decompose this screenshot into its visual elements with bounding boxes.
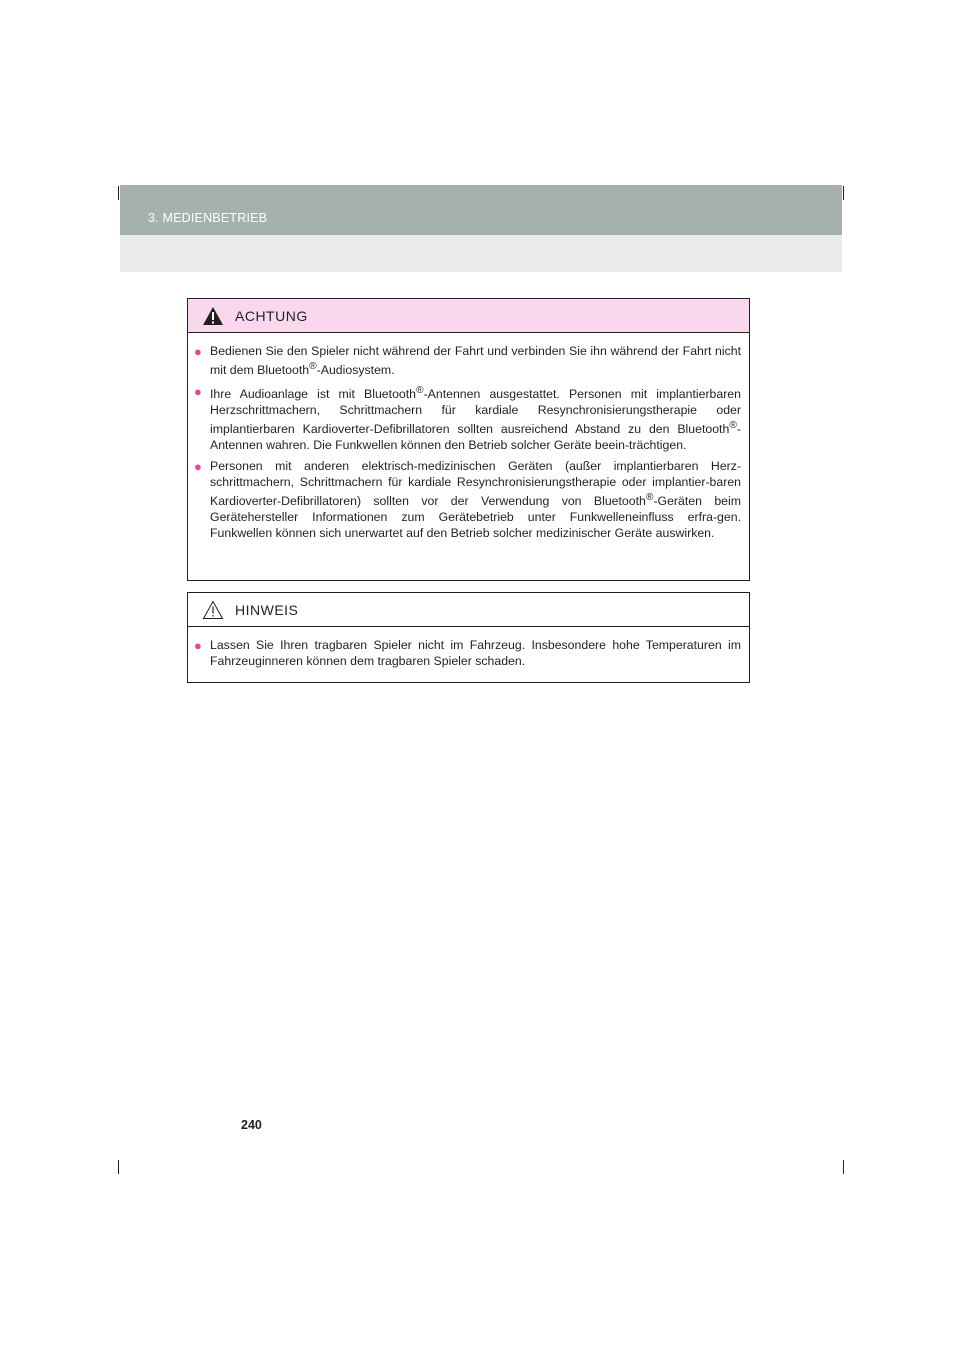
item-text: Lassen Sie Ihren tragbaren Spieler nicht im Fahrzeug. Insbesondere hohe Temperaturen im Fahrzeuginneren können dem tragbaren Spieler schaden. <box>210 638 741 669</box>
crop-mark <box>118 186 119 200</box>
bullet-icon: ● <box>194 458 202 474</box>
item-text: Ihre Audioanlage ist mit Bluetooth <box>210 386 417 401</box>
registered-mark: ® <box>309 361 317 373</box>
list-item <box>194 383 741 454</box>
achtung-header <box>188 299 749 333</box>
item-text: -Antennen wahren. Die Funkwellen können den Betrieb solcher Geräte beein-trächtigen. <box>210 422 741 453</box>
hinweis-box <box>187 592 750 683</box>
crop-mark <box>118 1160 119 1174</box>
bullet-icon: ● <box>194 344 202 359</box>
section-header-band <box>120 185 842 235</box>
registered-mark: ® <box>729 420 737 431</box>
achtung-items <box>188 333 749 542</box>
item-text: -Antennen ausgestattet. Personen mit implantierbaren Herzschrittmachern, Schrittmachern für kardiale Resynchronisierungstherapie oder implantierbaren Kardioverter-Defibrillatoren sollten ausreichend Abstand zu den Bluetooth <box>210 386 741 437</box>
bullet-icon: ● <box>194 638 202 653</box>
item-text: -Geräten beim Gerätehersteller Informationen zum Gerätebetrieb unter Funkwelleneinfluss erfra-gen. Funkwellen können sich unerwartet auf den Betrieb solcher medizinischer Geräte auswirken. <box>210 494 741 541</box>
crop-mark <box>843 186 844 200</box>
list-item <box>194 343 741 379</box>
list-item <box>194 637 741 669</box>
crop-mark <box>843 1160 844 1174</box>
item-text: -Audiosystem. <box>316 363 395 378</box>
page-number: 240 <box>241 1118 262 1132</box>
item-text: Bedienen Sie den Spieler nicht während der Fahrt und verbinden Sie ihn während der Fahrt nicht mit dem Bluetooth <box>210 344 741 378</box>
caution-triangle-outline-icon <box>202 600 224 620</box>
registered-mark: ® <box>416 384 424 396</box>
registered-mark: ® <box>645 491 654 503</box>
hinweis-items <box>188 627 749 669</box>
achtung-box <box>187 298 750 581</box>
list-item <box>194 458 741 542</box>
warning-triangle-icon <box>202 306 224 326</box>
section-title: 3. MEDIENBETRIEB <box>148 211 268 225</box>
hinweis-title: HINWEIS <box>235 602 299 618</box>
section-subheader-band <box>120 235 842 272</box>
achtung-title: ACHTUNG <box>235 308 308 324</box>
item-text: Personen mit anderen elektrisch-medizinischen Geräten (außer implantierbaren Herz-schrittmachern, Schrittmachern für kardiale Resynchronisierungstherapie oder implantier-baren Kardioverter-Defibrillatoren) sollten vor der Verwendung von Bluetooth <box>210 458 741 508</box>
hinweis-header <box>188 593 749 627</box>
bullet-icon: ● <box>194 383 202 399</box>
